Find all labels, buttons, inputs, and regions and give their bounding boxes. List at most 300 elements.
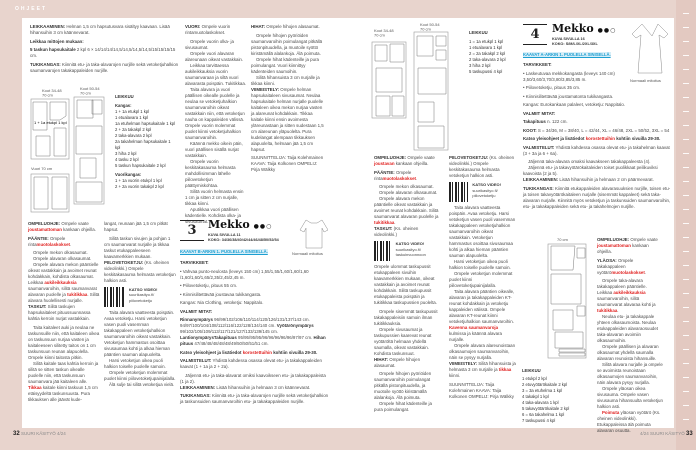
pattern-sheet-link[interactable]: KAAVAT A-ARKIN 1. PUOLELLA SINISELLÄ.	[523, 52, 611, 57]
bold-lead: Rinnanympärys	[180, 317, 213, 322]
pattern-size-label-b: Koot 50-54 70 cm	[420, 22, 440, 32]
bold-lead: PÄÄNTIE:	[28, 235, 49, 241]
video-link-title: KATSO VIDEO!	[128, 286, 158, 292]
body-text: Ompele hihojen alasaumat.	[374, 356, 421, 368]
body-text: Neulaa etu- ja takakappale yhteen olkasaumoista. Neulaa etukappaleiden alavaraosuudet taka-alavaran avoimiin olkasaumoihin.	[597, 314, 659, 343]
video-link-url: suurikasityo.fi/ piilovetoketju	[472, 187, 498, 198]
paragraph	[523, 186, 671, 210]
body-text: kiinni.	[449, 373, 461, 378]
paragraph	[180, 385, 330, 391]
body-text: Ompele ulommat taskupussit etukappaleen sivuihin kaavamerkkien mukaan, oikeat vastakkain ja avoimet reunat kohdakkain. Silitä taskupussit etukappaleista poispäin ja tukitikkaa taskupussien puolelta.	[374, 264, 437, 305]
paragraph	[251, 33, 325, 57]
cutting-list-item: 1 + 1a vuorin etukpl 1 kpl	[115, 178, 162, 183]
body-text: Kangas: Eurokankaan palaleet, vetoketju: Nappitalo.	[523, 102, 626, 107]
difficulty-level: ●●○	[253, 223, 273, 230]
body-text: Lisää hihansuihin ja helmaan 2 cm päärmevarat.	[558, 177, 654, 182]
video-link-title: KATSO VIDEO!	[395, 241, 425, 246]
paragraph	[28, 236, 100, 248]
paragraph	[449, 271, 516, 289]
bold-lead: HIHAT:	[251, 24, 266, 29]
body-text: Kiinnitä etukappaleiden alavarasuuksien nurjille, toisen etu- ja toisen takavyötärökaitaleen nurjalle (sisemmät kappaleet) sekä taka-alavaran nurjalle. Kiinnitä myös vetoketjun ja taskunsuiden saumanvaroihin, etu- ja takakappaleiden sekä etu- ja takahelmojen nurjille.	[523, 185, 671, 209]
cutting-list-item: 4 taka-alavara 1 kpl	[522, 400, 559, 405]
paragraph	[185, 87, 247, 141]
recipe-meta: KUVA SIVULLA 11 KOKO: 34/36/38/40/42/44/46/48/50/52/54	[208, 233, 279, 242]
paragraph	[523, 62, 671, 68]
paragraph	[30, 62, 180, 74]
paragraph	[30, 24, 180, 36]
body-text: Yhdistä kahdessa osassa olevat etu- ja takakappaleiden kaavat (1 + 1a ja 2 + 2a).	[180, 358, 322, 369]
bold-lead: PÄÄNTIE:	[374, 169, 395, 175]
highlighted-term: joustamattoman	[28, 227, 62, 232]
body-text: Aputikkaa vuori päällisen kädentielle. Kohdista olka- ja sivusaumat.	[185, 206, 241, 224]
body-text: Silitä taskujen hapsukaitaleet pituussuunnassa kahtia kerroin nurjat vastakkain.	[28, 304, 91, 321]
body-text: Ompele yläosan oikea sivusauma. Ompele vasen sivusauma hihansuulta vetoketjun halkion asti.	[597, 386, 663, 409]
bold-lead: Hihan pituus	[180, 335, 326, 346]
body-text: kaitale kiinni taskuun 1,5 cm etäisyydeltä taskunsuusta. Pura tikkauksen alle jäävät kude-	[28, 384, 98, 402]
bold-lead: TUKIKANGAS:	[30, 61, 61, 67]
paragraph	[251, 57, 325, 75]
bold-lead: TARVIKKEET:	[180, 260, 209, 265]
paragraph	[523, 145, 671, 157]
paragraph	[185, 141, 247, 159]
paragraph	[180, 260, 330, 266]
paragraph	[180, 350, 330, 356]
left-zipper-instructions	[104, 221, 176, 388]
paragraph	[449, 343, 516, 361]
bold-lead: VUORI:	[185, 24, 201, 29]
video-qr-block[interactable]	[104, 287, 176, 307]
highlighted-term: aukileikkauksia	[44, 280, 77, 285]
bold-lead: LEIKKAAMINEN:	[523, 177, 559, 182]
paragraph	[597, 386, 663, 410]
body-text: Helman 1,5 cm hapsutusvara sisältyy kaavaan. Lisää hihansuihin 3 cm käännevarat.	[30, 24, 170, 35]
pattern-width-label: 70 cm	[557, 237, 568, 242]
cutting-list-item: 2 + 2a vuorin takakpl 2 kpl	[115, 184, 164, 189]
body-text: • Kiinnisilitettävää joustamatonta tukikangasta.	[523, 93, 614, 99]
paragraph	[597, 278, 663, 314]
bold-lead: YLÄOSA:	[597, 257, 617, 263]
recipe4-assembly-instructions	[597, 237, 663, 434]
cutting-list-item: 3 hiha 2 kpl	[115, 151, 137, 156]
highlighted-term: muotolaskokset	[36, 241, 70, 247]
body-text: Ompele sisemmät taskupussit takakappaleisiin samoin ilman tukitikkauksia.	[374, 308, 438, 326]
highlighted-term: Poimuta	[602, 410, 620, 415]
cutting-list-item: 1 = 1a etukpl 1 kpl	[469, 39, 504, 44]
body-text: Ompele vuorin rintamuotolaskokset.	[185, 24, 231, 35]
body-text: .	[394, 220, 396, 225]
bold-lead: PIILOVETOKETJU:	[449, 155, 489, 160]
paragraph	[449, 259, 516, 271]
body-text: Taita alavara pääntien oikealle, alavaran ja takakappaleiden KT-reunat kohdakkain ja vetoketju kappaleiden välissä. Ompele alavaran KT-reunat kiinni vetoketjuhalkion saumanvaroihin.	[449, 289, 515, 324]
paragraph	[374, 226, 441, 238]
right-cutting-list	[469, 30, 521, 75]
body-text: 47/48/48/48/48/48/49/50/50/51/51 cm.	[193, 341, 269, 346]
bold-lead: LEIKKAAMINEN:	[180, 384, 216, 390]
body-text: Kiinnitä etu- ja taka-alavarojen nurjille sekä vetoketjuhalkion ja taskunsuiden saumanvaroihin etu- ja takakappaleiden nurjille.	[180, 393, 329, 404]
paragraph	[597, 344, 663, 362]
body-text: Silitä vuorin helmasta ensin 1 cm ja sitten 2 cm nurjalle, tikkaa kiinni.	[185, 188, 244, 206]
paragraph	[180, 283, 330, 289]
pattern-sheet-link[interactable]: KAAVAT B-ARKIN 1. PUOLELLA SINISELLÄ.	[180, 249, 268, 254]
paragraph	[449, 382, 516, 400]
bold-lead: Leikkaa mittojen mukaan:	[30, 38, 84, 44]
bold-lead: HIHAT:	[374, 356, 389, 362]
right-zipper-instructions	[449, 155, 516, 402]
qr-code-icon[interactable]	[104, 287, 125, 307]
left-cutting-text	[30, 24, 180, 76]
body-text: Taita alavara vaatteesta poispäin. Avaa vetoketju. Harsi vetoketjun vasen puoli vasemman takakappaleen vetoketjuhalkion saumanvaroihin oikeat vastakkain. Vetoketjun hammastus osoittaa sivusaumaa kohti ja alkaa hieman pääntien sauman alapuolelta.	[104, 309, 175, 357]
paragraph	[251, 75, 325, 87]
body-text: Ompele päällisen ja alavaran olkasaumat yhdellä saumalla alavaran reunoista hihansuille.	[597, 344, 659, 361]
bold-lead: Takapituus	[523, 119, 546, 124]
highlighted-term: tukitikkaa	[67, 292, 88, 297]
fit-caption: Normaali mitoitus	[630, 78, 661, 83]
paragraph	[523, 85, 671, 91]
cutting-list-item: 5 taskun hapsukaitale 2 kpl	[115, 163, 166, 168]
paragraph	[185, 189, 247, 207]
body-text: 2 kpl 6 × 14/14/14/14,5/14,5/14,5/14,5/15/15/15/15 cm.	[30, 47, 176, 58]
cutting-list-item: 7 taskupussi 4 kpl	[522, 418, 556, 423]
paragraph	[104, 236, 176, 260]
paragraph	[523, 165, 671, 177]
body-text: S = 34/36, M = 38/40, L = 42/44, XL = 46/48, 2XL = 50/52, 3XL = 54	[536, 127, 670, 133]
paragraph	[597, 314, 663, 344]
paragraph	[523, 102, 671, 108]
highlighted-term: joustavan	[374, 161, 395, 166]
cutting-list-item: 1 etualavara 1 kpl	[115, 115, 149, 120]
paragraph	[30, 39, 180, 45]
body-text: Ompele vaate	[629, 237, 658, 242]
bold-lead: OMPELUOHJE:	[597, 237, 630, 242]
paragraph	[251, 87, 325, 153]
bold-lead: VALMIIT MITAT:	[523, 110, 556, 116]
body-text: Ompele vetoketjun molemmat puolet kiinni piilovetoketjupainijalalla.	[449, 271, 513, 288]
video-link-url: suurikasityo.fi/ taskuinvuonnoon	[395, 246, 426, 257]
bold-lead: TUKIKANGAS:	[180, 393, 211, 398]
body-text: Ompele hihojen pyöriöiden saumanvaroihin poimulangat pitkällä pistonpituudella, ja muotoile syöttö kiristämällä alalankoja. Älä poimuta.	[251, 32, 323, 56]
recipe3-body	[180, 260, 330, 408]
cutting-title: LEIKKUU	[115, 94, 134, 99]
bold-lead: Vyötärönympärys	[276, 323, 314, 328]
video-link-url: suurikasityo.fi/ piilovetoketju	[128, 292, 155, 303]
right-pattern-layout	[370, 22, 465, 152]
paragraph	[523, 111, 671, 117]
body-text: 96/99/102/106/110/114/120/126/131/137/143 cm.	[212, 317, 310, 322]
pattern-size-label-a: Koot 34-48 70 cm	[374, 28, 394, 38]
bold-lead: TASKUT:	[28, 304, 47, 309]
qr-code-icon[interactable]	[449, 182, 468, 202]
body-text: Ompele hihojen pyöriöiden saumanvaroihin poimulangat pitkällä pistonpituudella, ja muotoile syöttö kiristämällä alalankoja. Älä poimuta.	[374, 371, 432, 400]
paragraph	[374, 155, 441, 167]
highlighted-term: joustamattoman	[597, 243, 631, 248]
difficulty-level: ●●○	[597, 27, 617, 34]
fit-caption: Normaali mitoitus	[292, 251, 323, 256]
body-text: Ompele hihojen alasaumat.	[265, 24, 320, 29]
qr-code-icon[interactable]	[374, 241, 392, 261]
highlighted-term: muotolaskokset	[611, 269, 645, 275]
recipe-title: Mekko ●●○	[208, 218, 273, 231]
paragraph	[28, 361, 100, 403]
body-text: .	[644, 269, 647, 275]
cutting-list-item: 4 takakpl 1 kpl	[522, 394, 549, 399]
body-text: SUUNNITTELIJA: Taija Kolehmainen KAAVA: Taija Kolkonen OMPELIJ: Pirja Wälkky	[251, 155, 324, 172]
highlighted-term: tukitikkaa	[374, 220, 395, 225]
paragraph	[28, 325, 100, 361]
highlighted-term: tikkaa	[498, 367, 512, 372]
cutting-list-item: 2 etuvyötärökaitale 2 kpl	[522, 382, 568, 387]
cutting-title: LEIKKUU	[469, 30, 488, 35]
body-text: Käännä mekko oikein päin, vuori päällisen sisällä nurjat vastakkain.	[185, 140, 243, 158]
video-qr-block[interactable]	[374, 241, 441, 261]
recipe-title: Mekko ●●○	[552, 22, 617, 35]
paragraph	[104, 382, 176, 388]
cutting-list-item: 2 + 2a takakpl 2 kpl	[115, 127, 152, 132]
lining-fabric-label: Vuorikangas:	[115, 172, 142, 177]
body-text: Ompele takakappaleen vyötärö	[597, 257, 634, 275]
body-text: yläosan vyötärö (Ks. oheinen videolinkki). Etukappaleissa älä poimuta alavaran osuutta.	[597, 410, 661, 433]
sleeve-finishing-instructions	[251, 24, 325, 176]
bold-lead: Katso yleisohjeet ja lisätiedot	[523, 136, 586, 141]
body-text: Ompele sivusaumat ja taskupussien kaarevat reunat vyötäröltä helmaan yhdellä saumalla, oikeat vastakkain. Kohdista taskunsuut.	[374, 326, 432, 356]
bold-lead: Katso yleisohjeet ja lisätiedot	[180, 349, 243, 355]
paragraph	[374, 371, 441, 401]
lining-instructions	[185, 24, 247, 225]
paragraph	[523, 94, 671, 100]
bold-lead: kohtiin sivuilla 29-30.	[615, 136, 661, 141]
video-link[interactable]	[472, 182, 516, 202]
cutting-list-item: 5 taskupussi 4 kpl	[469, 69, 503, 74]
body-text: Ompele vuori alavaran alareunaan oikeat vastakkain.	[185, 50, 244, 62]
paragraph	[449, 361, 516, 379]
paragraph	[374, 401, 441, 413]
body-text: Yhdistä kahdessa osassa olevat etu- ja takahelman kaavat (3 + 3a ja 6 + 6a).	[523, 144, 670, 156]
cutting-title: LEIKKUU	[522, 368, 541, 373]
highlighted-term: korostettuihin	[585, 136, 615, 141]
paragraph	[180, 309, 330, 315]
body-text: (Ks. oheinen videolinkki.) Ompele keskitakasauma helmasta vetoketjun halkion asti.	[449, 155, 515, 178]
bold-lead: VALMISTELUT:	[180, 358, 212, 363]
body-text: kankaan ohjeilla.	[394, 161, 429, 166]
body-text: Älä sulje tai silitä vetoketjua vielä.	[109, 381, 175, 387]
body-text: kankaan ohjeilla.	[597, 243, 649, 254]
left-pattern-layout	[28, 86, 113, 216]
pattern-size-label-a: Koot 34-48 70 cm	[42, 88, 62, 98]
body-text: saumanvaroihin, silitä saumanvarat alavaran puolelle ja	[28, 286, 97, 297]
body-text: Ompele mekon olkasaumat.	[379, 184, 434, 189]
paragraph	[523, 128, 671, 134]
body-text: Kangas: Nia Clothing, vetoketju: Nappitalo.	[180, 300, 264, 305]
page-folio-right: 4/24 SUURI KÄSITYÖ 33	[640, 431, 693, 437]
cutting-list-item: 4 tasku 2 kpl	[115, 157, 139, 162]
paragraph	[180, 269, 330, 281]
cutting-list-item: 2 taka-alavara 2 kpl	[469, 57, 506, 62]
body-text: (Ks. oheinen videolinkki.)	[374, 226, 419, 237]
bold-lead: KOOT:	[523, 127, 537, 133]
paragraph	[251, 24, 325, 30]
body-text: • Laskeutuvaa mekkokangasta (leveys 140 cm) 3,50/3,60/3,70/3,80/3,85/3,85 m.	[523, 70, 615, 82]
fabric-label: Kangas:	[115, 103, 132, 108]
paragraph	[180, 358, 330, 370]
pattern-size-label-b: Koot 50-54 70 cm	[80, 86, 100, 96]
paragraph	[449, 155, 516, 179]
body-text: kankaan ohjeilla.	[61, 227, 96, 232]
body-text: Harsi vetoketjun oikea puoli halkion toiselle puolelle samoin.	[104, 357, 166, 369]
body-text: kulmissa ja käännä alavara nurjalle.	[449, 331, 502, 342]
paragraph	[374, 309, 441, 327]
body-text: Ompele hihat kädenteille ja pura poimulangat.	[374, 401, 432, 412]
paragraph	[185, 51, 247, 63]
body-text: Jäljennä etu- ja taka-alavarat omiksi kaavoikseen etu- ja takakappaleista (1 ja 2).	[180, 372, 326, 384]
bold-lead: TUKIKANGAS:	[523, 185, 554, 191]
paragraph	[374, 357, 441, 369]
paragraph	[597, 258, 663, 276]
paragraph	[180, 393, 330, 405]
body-text: Ompele alavaran olkasaumat.	[379, 190, 438, 195]
body-text: • Kiinnisilitettävää joustavaa tukikangasta.	[180, 291, 262, 297]
body-text: Ompele vetoketjun molemmat puolet kiinni piilovetoketjupainijalalla.	[104, 369, 176, 381]
paragraph	[185, 159, 247, 189]
video-link-title: KATSO VIDEO!	[472, 182, 501, 187]
paragraph	[28, 304, 100, 322]
paragraph	[185, 63, 247, 87]
video-qr-block[interactable]	[449, 182, 516, 202]
body-text: Ompele vuorin olka- ja sivusaumat.	[185, 38, 234, 50]
dress-illustration	[298, 218, 328, 250]
body-text: .	[617, 308, 619, 313]
paragraph	[180, 317, 330, 347]
video-link[interactable]	[129, 287, 176, 307]
piece-label: 1 + 1a etukpl 1 kpl	[34, 120, 67, 125]
body-text: Jäljennä taka-alavara omaksi kaavakseen takakappaleesta (4).	[528, 159, 651, 164]
highlighted-term: tukitikkaa	[597, 308, 618, 313]
paragraph	[104, 260, 176, 284]
paragraph	[30, 47, 180, 59]
bold-lead: VALMISTELUT:	[523, 144, 555, 150]
body-text: • Vahvaa punto-neulosta (leveys 150 cm) 1,55/1,55/1,60/1,60/1,60 /1,60/1,60/1,65/2,35/2,45/2,45 m.	[180, 268, 309, 280]
body-text: Ompele rinta	[28, 235, 66, 247]
body-text: Silitä taskun sivujen ja pohjan 1 cm saumanvarat nurjalle ja tikkaa taskut etukappaleeseen kaavamerkkien mukaan.	[104, 235, 171, 259]
body-text: Harsi vetoketjun oikea puoli halkion toiselle puolelle samoin.	[449, 259, 511, 270]
bold-lead: Lantionympärys	[180, 335, 214, 340]
paragraph	[374, 196, 441, 226]
paragraph	[104, 370, 176, 382]
left-sewing-instructions	[28, 221, 100, 403]
body-text: Ompele vuorin keskitakasauma helmasta mahdollisimman lähelle piilovetoketjun päättymiskohtaa.	[185, 158, 236, 188]
paragraph	[374, 327, 441, 357]
bold-lead: kohtiin sivuilla 29-30.	[272, 349, 318, 355]
page-folio-left: 32 SUURI KÄSITYÖ 4/24	[13, 431, 66, 437]
body-text: • Piilovetoketju, pituus 35 cm.	[523, 85, 581, 90]
paragraph	[449, 205, 516, 259]
body-text: .	[69, 241, 72, 247]
body-text: .	[415, 175, 418, 181]
body-text: Ompele helman hapsukaitaleen sivusaumat. Neulaa hapsukaitale helman nurjalle puolelle kaitaleen oikea mekon nurjaa vasten ja alareunat kohdakkain. Tikkaa kaitale kiinni ensin avoimesta yläreunastaan ja sitten sudestaan 1,5 cm alareunan yläpuolelta. Pura kudelangat alempaan tikkauksen alapuolelta, helmaan jää 1,5 cm hapsut.	[251, 86, 324, 152]
cutting-list-item: 2a takahelman hapsukaitale 1 kpl	[115, 139, 171, 150]
paragraph	[180, 373, 330, 385]
recipe-number: 3	[180, 220, 204, 241]
bold-lead: OMPELUOHJE:	[374, 155, 407, 160]
body-text: Silitä alavara nurjalle ja ompele se avoimista reunoistaan olkasaumojen saumanvaroihin, näin alavara pysyy nurjalla.	[597, 362, 663, 385]
body-text: Kiinnitä etu- ja taka-alavarojen nurjille sekä vetoketjuhalkion saumanvarojen takakappaleiden nurjille.	[30, 61, 179, 73]
cutting-list-item: 1 + 1a etukpl 1 kpl	[115, 109, 150, 114]
body-text: Silitä kaitale taas kahtia kerroin ja silitä se sitten taskun oikealle puolelle niin, että taskunsuun saumanvara jää kaitaleen alle.	[28, 360, 99, 384]
body-text: SUUNNITTELIJA: Taija Kolehmainen KAAVA: Taija Kolkonen OMPELIJ: Pirja Wälkky	[449, 381, 514, 399]
body-text: Ompele alavara mekon pääntielle oikeat vastakkain ja avoimet reunat kohdakkain, kohdista olkasaumat. Leikkaa	[28, 262, 99, 285]
cutting-list-item: 1a etuhelman hapsukaitale 1 kpl	[115, 121, 176, 126]
video-link[interactable]	[396, 241, 441, 261]
bold-lead: LEIKKAAMINEN:	[30, 24, 66, 29]
body-text: Silitä hihansuista 3 cm nurjalle ja tikkaa kiinni.	[251, 74, 320, 86]
body-text: Ompele alavara alareunoistaan olkasaumojen saumanvaroihin, näin se pysyy nurjalla.	[449, 343, 516, 360]
body-text: Ompele vaate	[60, 221, 89, 226]
paragraph	[28, 262, 100, 304]
body-text: Taita alavara ja vuori päällisen oikealle puolelle ja neulaa se vetoketjuhalkion saumanvaroihin oikeat vastakkain niin, että vetoketjun nauha on kappaleiden välissä. Ompele vuorin molemmat puolet kiinni vetoketjuhalkion saumanvaroihin.	[185, 86, 245, 140]
body-text: . Silitä alavara huolellisesti nurjalle.	[28, 292, 100, 303]
body-text: n. 122 cm.	[545, 119, 568, 124]
body-text: Leikkaa tarvittaessa aukileikkauksia vuorin saumanvaraan ja siltä vuori alavarasta poispäin. Tukitikkaa.	[185, 62, 247, 86]
paragraph	[449, 289, 516, 343]
paragraph	[251, 155, 325, 173]
paragraph	[374, 170, 441, 182]
section-header: OHJEET	[15, 6, 48, 12]
body-text: 95/95/95/95/96/96/96/96/96/97/97 cm.	[236, 335, 314, 340]
paragraph	[180, 292, 330, 298]
paragraph	[185, 24, 247, 36]
cutting-list-item: 6 = 6a takahelma 1 kpl	[522, 412, 565, 417]
paragraph	[523, 136, 671, 142]
highlighted-term: muotolaskokset	[382, 175, 416, 181]
cutting-list-item: 1 etualavara 1 kpl	[469, 45, 503, 50]
body-text: Ompele hihat kädenteille ja pura poimulangat. Vuori kiinnittyy kädenteiden saumoihin.	[251, 56, 319, 74]
paragraph	[185, 39, 247, 51]
section-tab-strip[interactable]	[676, 0, 696, 450]
paragraph	[597, 362, 663, 386]
highlighted-term: Tikkaa	[28, 384, 42, 390]
recipe-number: 4	[523, 24, 547, 45]
cutting-list-item: 2 = 2a takakpl 2 kpl	[469, 51, 506, 56]
body-text: Silitä hihansuista ja helmasta 3 cm nurjalle ja	[449, 361, 516, 372]
paragraph	[523, 177, 671, 183]
bold-lead: Takapituus	[213, 335, 237, 340]
cutting-list-item: 1 etukpl 2 kpl	[522, 376, 547, 381]
bold-lead: TASKUT:	[374, 226, 393, 231]
right-sewing-instructions	[374, 155, 441, 413]
body-text: Ompele alavaran olkasaumat.	[33, 256, 92, 261]
recipe-meta: KUVA SIVULLA 16 KOKO: S/M/L/XL/2XL/3XL	[552, 37, 598, 46]
body-text: Ompele rinta	[374, 169, 412, 181]
body-text: Taita kaitaleet auki ja neulaa ne taskunsuille niin, että kaitaleen oikea on taskunsuun nurjaa vasten ja kaitaleeseen silitetty taitos on 1 cm taskunsuun reunan alapuolella. Ompele kiinni taitosta pitkin.	[28, 324, 100, 360]
highlighted-term: Kavenna saumanvaroja	[449, 325, 499, 330]
cutting-list-item: 5 takavyötärökaitale 2 kpl	[522, 406, 570, 411]
bold-lead: VIIMEISTELY:	[251, 86, 280, 92]
paragraph	[374, 264, 441, 306]
bold-lead: OMPELUOHJE:	[28, 221, 61, 226]
bold-lead: VALMIIT MITAT:	[180, 308, 213, 314]
body-text: Ompele mekon olkasaumat.	[33, 250, 88, 255]
body-text: Jäljennä etu- ja takavyötärökaitaleiden toiset puolikkaat peilikuviksi kaavoista (2 ja 5).	[523, 165, 658, 176]
recipe4-cutting-list	[522, 368, 592, 424]
cutting-list-item: 2 taka-alavara 2 kpl	[115, 133, 152, 138]
paragraph	[597, 237, 663, 255]
cutting-list-item: 3 = 3a etuhelma 1 kpl	[522, 388, 563, 393]
body-text: Ompele vaate	[406, 155, 435, 160]
paragraph	[180, 300, 330, 306]
paragraph	[28, 221, 100, 233]
body-text: langat, reunaan jää 1,5 cm pitkät hapsut.	[104, 221, 168, 232]
body-text: Taita alavara vaatteesta poispäin. Avaa vetoketju. Harsi vetoketjun vasen puoli vasemman takakappaleen vetoketjuhalkion saumanvaroihin oikeat vastakkain. Vetoketjun hammastus osoittaa sivusaumaa kohti ja alkaa hieman pääntien sauman alapuolelta.	[449, 205, 516, 258]
bold-lead: VIIMEISTELY:	[449, 361, 478, 366]
cutting-list-item: 3 hiha 2 kpl	[469, 63, 491, 68]
